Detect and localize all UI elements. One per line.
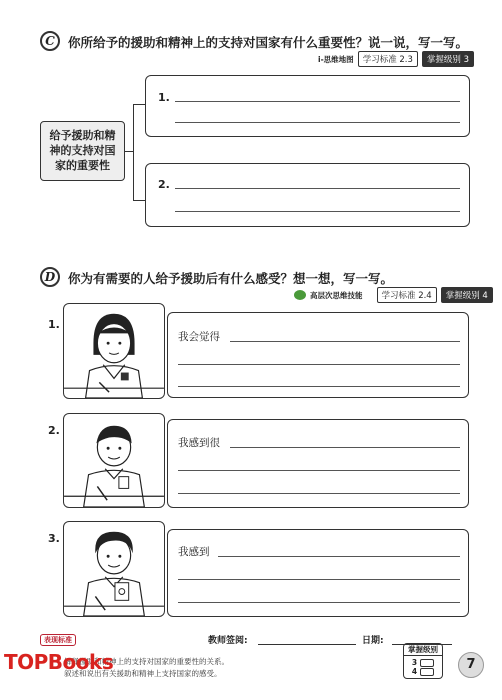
performance-line-2: 叙述和说出有关援助和精神上支持国家的感受。 (64, 669, 222, 678)
girl-writing-icon (64, 304, 164, 398)
standard-tag-d: 学习标准 2.4 (377, 287, 437, 303)
section-d-standards (294, 287, 493, 303)
write-line[interactable] (178, 364, 460, 365)
boy-card-icon (64, 522, 164, 616)
write-line[interactable] (175, 188, 460, 189)
answer-box-c1[interactable] (145, 75, 470, 137)
write-line[interactable] (230, 341, 460, 342)
answer-box-c2[interactable] (145, 163, 470, 227)
write-line[interactable] (178, 493, 460, 494)
answer-box-d2[interactable] (167, 419, 469, 508)
question-c-badge: C (40, 31, 60, 51)
mastery-title: 掌握级别 (404, 644, 442, 656)
prompt-d3: 我感到 (178, 546, 210, 558)
item-number-c2: 2. (158, 178, 170, 191)
item-number-d3: 3. (48, 532, 60, 545)
checkbox-level-4[interactable] (420, 668, 434, 676)
standard-tag-c: 学习标准 2.3 (358, 51, 418, 67)
performance-line-1: 解释援助和精神上的支持对国家的重要性的关系。 (64, 657, 229, 666)
item-number-d2: 2. (48, 424, 60, 437)
question-c-text: 你所给予的援助和精神上的支持对国家有什么重要性？说一说，写一写。 (68, 35, 469, 50)
topbooks-logo: TOPBooks (4, 650, 114, 674)
illustration-boy-holding-card (63, 521, 165, 617)
item-number-d1: 1. (48, 318, 60, 331)
date-label: 日期: (362, 636, 384, 646)
write-line[interactable] (178, 602, 460, 603)
mastery-level-3: 3 (411, 658, 418, 667)
mastery-level-4: 4 (411, 667, 418, 676)
prompt-d2: 我感到很 (178, 437, 220, 449)
illustration-boy-writing (63, 413, 165, 508)
concept-box: 给予援助和精神的支持对国家的重要性 (40, 121, 125, 181)
write-line[interactable] (178, 386, 460, 387)
write-line[interactable] (175, 101, 460, 102)
write-line[interactable] (178, 579, 460, 580)
question-d-text: 你为有需要的人给予援助后有什么感受？想一想，写一写。 (68, 271, 394, 286)
write-line[interactable] (230, 447, 460, 448)
write-line[interactable] (218, 556, 460, 557)
checkbox-level-3[interactable] (420, 659, 434, 667)
page-number: 7 (458, 652, 484, 678)
hots-icon (294, 290, 306, 300)
skill-label: 高层次思维技能 (310, 290, 363, 300)
answer-box-d3[interactable] (167, 529, 469, 617)
illustration-girl-writing (63, 303, 165, 399)
boy-writing-icon (64, 414, 164, 507)
write-line[interactable] (175, 211, 460, 212)
connector-horizontal (125, 151, 133, 152)
teacher-signature-label: 教师签阅: (208, 636, 248, 646)
teacher-signature-line[interactable] (258, 644, 356, 645)
map-label: i-思维地图 (318, 54, 354, 64)
mastery-tag-c: 掌握级别 3 (422, 51, 474, 67)
question-d-badge: D (40, 267, 60, 287)
section-c-standards (318, 51, 474, 67)
item-number-c1: 1. (158, 91, 170, 104)
write-line[interactable] (178, 470, 460, 471)
connector-top (133, 104, 145, 105)
performance-standard-label: 表现标准 (40, 634, 76, 646)
mastery-tag-d: 掌握级别 4 (441, 287, 493, 303)
mastery-level-box (403, 643, 443, 679)
write-line[interactable] (175, 122, 460, 123)
connector-bottom (133, 200, 145, 201)
connector-vertical (133, 104, 134, 200)
prompt-d1: 我会觉得 (178, 331, 220, 343)
